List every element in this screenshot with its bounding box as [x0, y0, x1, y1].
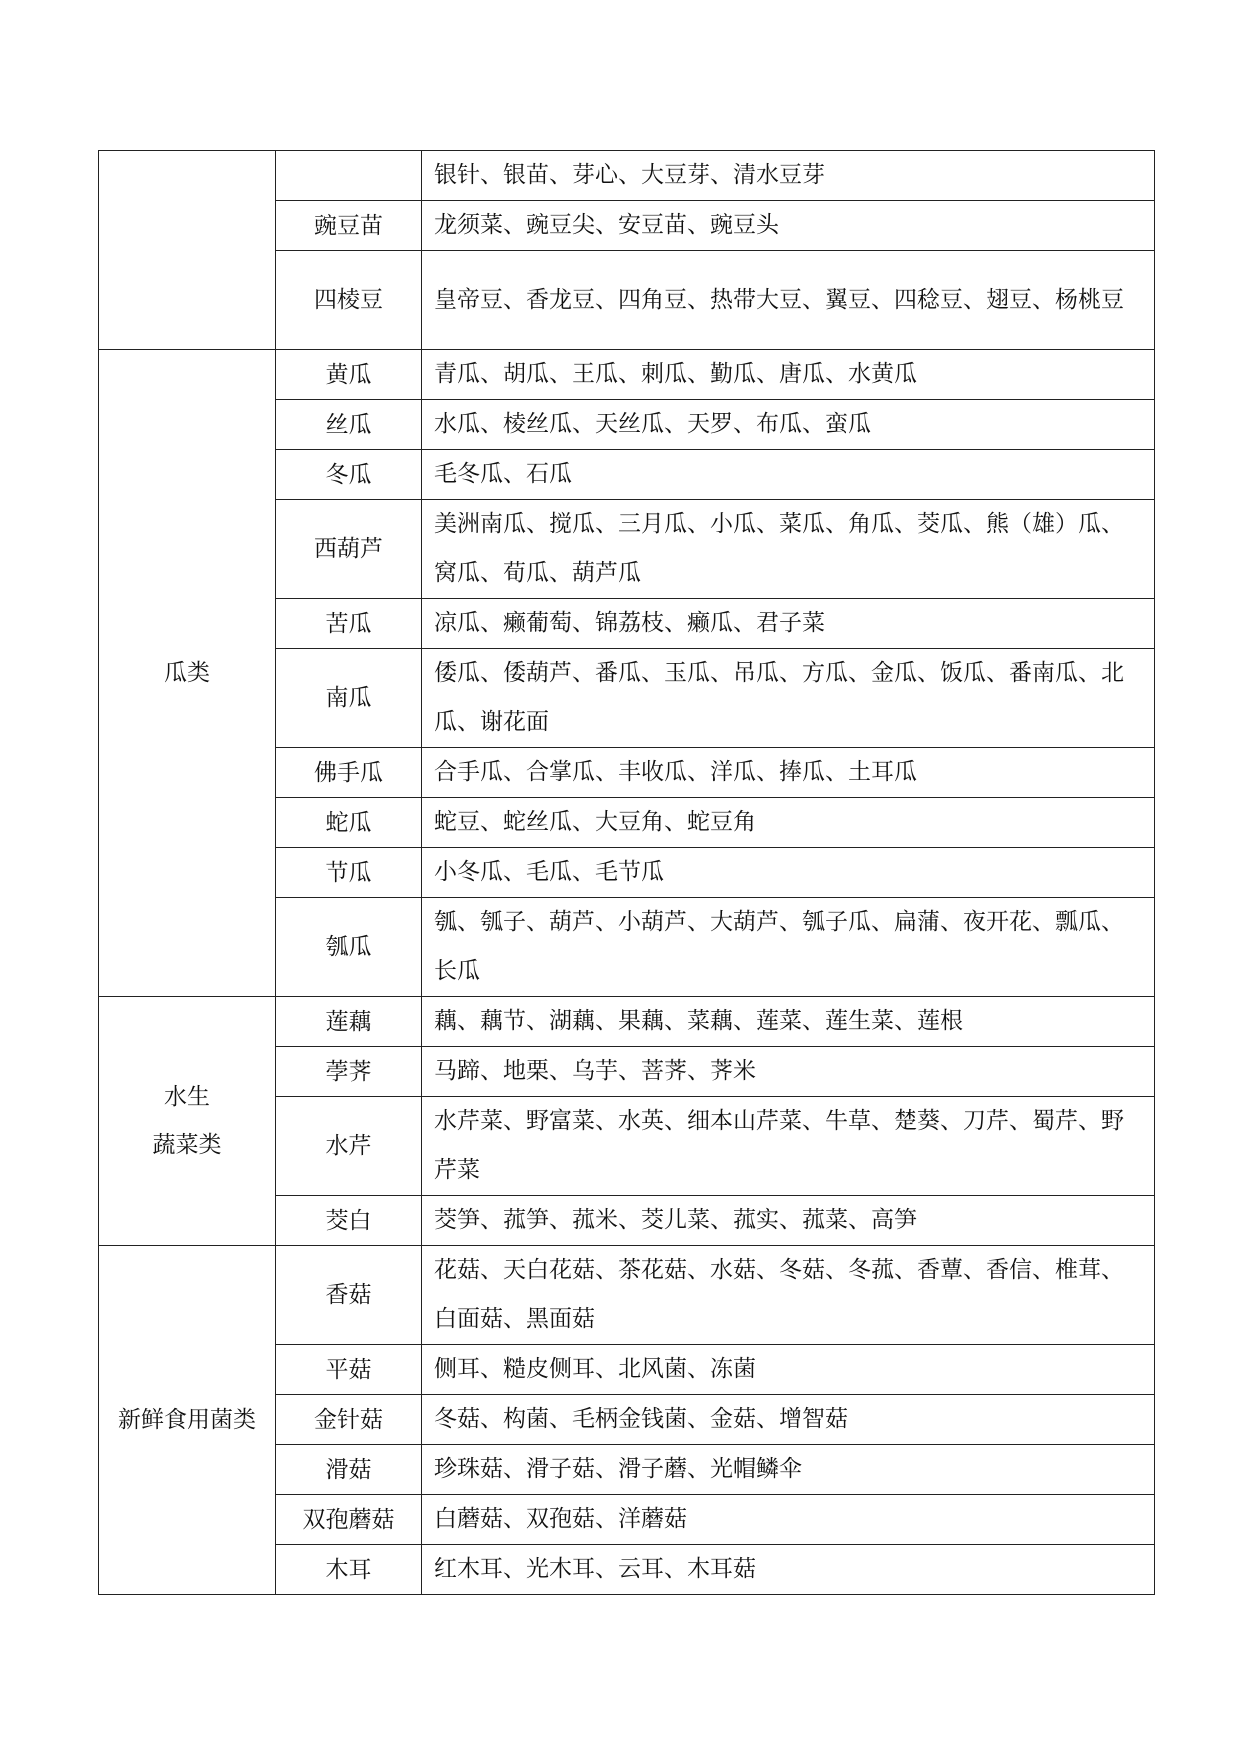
vegetable-aliases: 珍珠菇、滑子菇、滑子蘑、光帽鳞伞: [422, 1445, 1155, 1495]
vegetable-aliases: 水瓜、棱丝瓜、天丝瓜、天罗、布瓜、蛮瓜: [422, 400, 1155, 450]
category-label: 水生 蔬菜类: [152, 1084, 222, 1158]
vegetable-aliases: 毛冬瓜、石瓜: [422, 450, 1155, 500]
vegetable-aliases: 合手瓜、合掌瓜、丰收瓜、洋瓜、捧瓜、土耳瓜: [422, 748, 1155, 798]
vegetable-name: 莲藕: [276, 997, 422, 1047]
vegetable-name: 苦瓜: [276, 599, 422, 649]
vegetable-aliases: 青瓜、胡瓜、王瓜、刺瓜、勤瓜、唐瓜、水黄瓜: [422, 350, 1155, 400]
table-row: [99, 151, 1155, 201]
category-cell: [99, 151, 276, 350]
vegetable-name: 水芹: [276, 1097, 422, 1196]
vegetable-name: 木耳: [276, 1545, 422, 1595]
vegetable-aliases: 白蘑菇、双孢菇、洋蘑菇: [422, 1495, 1155, 1545]
category-label: 瓜类: [164, 660, 210, 686]
vegetable-aliases: 冬菇、构菌、毛柄金钱菌、金菇、增智菇: [422, 1395, 1155, 1445]
vegetable-name: [276, 151, 422, 201]
vegetable-name: 节瓜: [276, 848, 422, 898]
vegetable-aliases: 银针、银苗、芽心、大豆芽、清水豆芽: [422, 151, 1155, 201]
vegetable-aliases: 皇帝豆、香龙豆、四角豆、热带大豆、翼豆、四稔豆、翅豆、杨桃豆: [422, 251, 1155, 350]
vegetable-aliases: 侧耳、糙皮侧耳、北风菌、冻菌: [422, 1345, 1155, 1395]
vegetable-name: 四棱豆: [276, 251, 422, 350]
vegetable-aliases: 倭瓜、倭葫芦、番瓜、玉瓜、吊瓜、方瓜、金瓜、饭瓜、番南瓜、北瓜、谢花面: [422, 649, 1155, 748]
vegetable-name: 蛇瓜: [276, 798, 422, 848]
category-cell: [99, 350, 276, 997]
vegetable-name: 滑菇: [276, 1445, 422, 1495]
document-page: [98, 150, 1155, 1595]
vegetable-aliases: 瓠、瓠子、葫芦、小葫芦、大葫芦、瓠子瓜、扁蒲、夜开花、瓢瓜、长瓜: [422, 898, 1155, 997]
table-row: [99, 997, 1155, 1047]
category-cell: [99, 1246, 276, 1595]
vegetable-aliases: 凉瓜、癞葡萄、锦荔枝、癞瓜、君子菜: [422, 599, 1155, 649]
vegetable-name: 双孢蘑菇: [276, 1495, 422, 1545]
vegetable-name: 平菇: [276, 1345, 422, 1395]
vegetable-name: 茭白: [276, 1196, 422, 1246]
vegetable-aliases: 蛇豆、蛇丝瓜、大豆角、蛇豆角: [422, 798, 1155, 848]
vegetable-aliases: 红木耳、光木耳、云耳、木耳菇: [422, 1545, 1155, 1595]
vegetable-aliases: 美洲南瓜、搅瓜、三月瓜、小瓜、菜瓜、角瓜、茭瓜、熊（雄）瓜、窝瓜、荀瓜、葫芦瓜: [422, 500, 1155, 599]
vegetable-name: 香菇: [276, 1246, 422, 1345]
vegetable-name: 荸荠: [276, 1047, 422, 1097]
vegetable-aliases: 藕、藕节、湖藕、果藕、菜藕、莲菜、莲生菜、莲根: [422, 997, 1155, 1047]
table-row: [99, 350, 1155, 400]
vegetable-name: 豌豆苗: [276, 201, 422, 251]
vegetable-name: 瓠瓜: [276, 898, 422, 997]
vegetable-aliases: 花菇、天白花菇、茶花菇、水菇、冬菇、冬菰、香蕈、香信、椎茸、白面菇、黑面菇: [422, 1246, 1155, 1345]
vegetable-name: 冬瓜: [276, 450, 422, 500]
vegetable-aliases: 马蹄、地栗、乌芋、菩荠、荠米: [422, 1047, 1155, 1097]
vegetable-name: 金针菇: [276, 1395, 422, 1445]
vegetable-alias-table: [98, 150, 1155, 1595]
vegetable-aliases: 龙须菜、豌豆尖、安豆苗、豌豆头: [422, 201, 1155, 251]
vegetable-aliases: 水芹菜、野富菜、水英、细本山芹菜、牛草、楚葵、刀芹、蜀芹、野芹菜: [422, 1097, 1155, 1196]
table-row: [99, 1246, 1155, 1345]
vegetable-aliases: 小冬瓜、毛瓜、毛节瓜: [422, 848, 1155, 898]
vegetable-aliases: 茭笋、菰笋、菰米、茭儿菜、菰实、菰菜、高笋: [422, 1196, 1155, 1246]
vegetable-name: 佛手瓜: [276, 748, 422, 798]
vegetable-name: 南瓜: [276, 649, 422, 748]
category-cell: [99, 997, 276, 1246]
vegetable-name: 西葫芦: [276, 500, 422, 599]
category-label: 新鲜食用菌类: [118, 1407, 256, 1433]
vegetable-name: 丝瓜: [276, 400, 422, 450]
vegetable-name: 黄瓜: [276, 350, 422, 400]
